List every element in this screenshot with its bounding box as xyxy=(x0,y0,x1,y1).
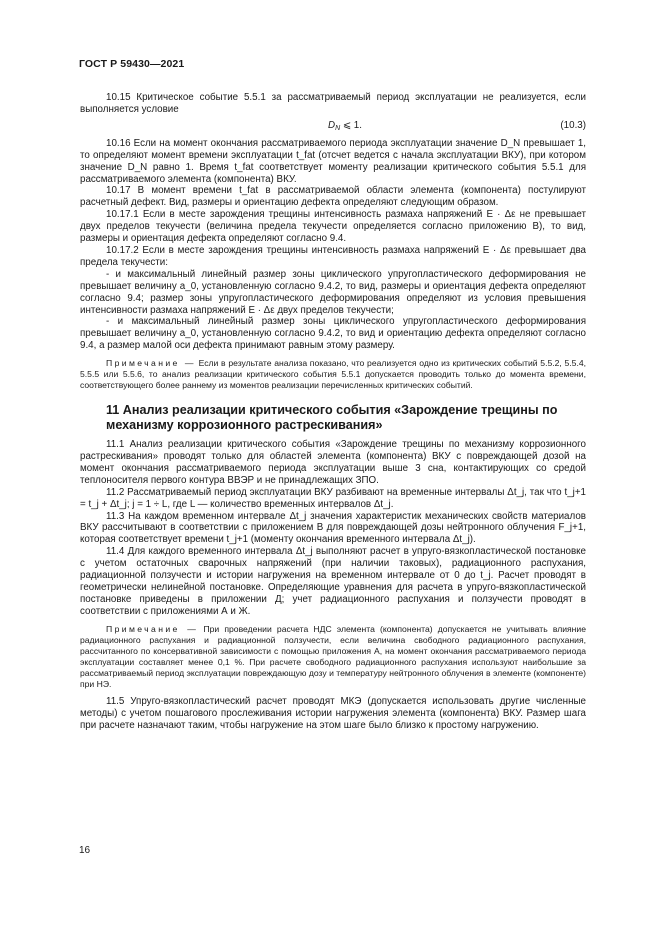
paragraph-11-5: 11.5 Упруго-вязкопластический расчет проводят МКЭ (допускается использовать другие численные методы) с учетом пошагового прослеживания истории нагружения элемента (компонента) ВКУ. Размер шага при расчете назначают таким, чтобы нагружение на этом шаге было близко к простому нагружению. xyxy=(80,695,586,731)
paragraph-10-15: 10.15 Критическое событие 5.5.1 за рассматриваемый период эксплуатации не реализуется, если выполняется условие xyxy=(80,92,586,115)
paragraph-11-3: 11.3 На каждом временном интервале Δt_j значения характеристик механических свойств материалов ВКУ рассчитывают в соответствии с приложением В для повреждающей дозы нейтронного облучения F_j+1, которая соответствует времени t_j+1 (моменту окончания временного интервала Δt_j). xyxy=(80,510,586,546)
paragraph-11-4: 11.4 Для каждого временного интервала Δt_j выполняют расчет в упруго-вязкопластической постановке с учетом остаточных сварочных напряжений (при наличии таковых), радиационного распухания, радиационной ползучести и истории нагружения на временном интервале от 0 до t_j. Расчет проводят в геометрически нелинейной постановке. Определяющие уравнения для расчета в упруго-вязкопластической постановке приведены в приложении Д; учет радиационного распухания и ползучести проводят в соответствии с приложениями А и Ж. xyxy=(80,546,586,617)
formula-number: (10.3) xyxy=(560,119,586,131)
paragraph-10-17-1: 10.17.1 Если в месте зарождения трещины интенсивность размаха напряжений E · Δε не превышает двух пределов текучести (величина предела текучести определяется согласно приложению В), то вид, размеры и ориентация дефекта определяют согласно 9.4. xyxy=(80,209,586,245)
list-item: - и максимальный линейный размер зоны циклического упругопластического деформирования не превышает величину a_0, установленную согласно 9.4.2, то вид, размеры и ориентация дефекта определяют согласно 9.4; размер зоны упругопластического деформирования определяют из условия превышения интенсивности размаха напряжений E · Δε двух пределов текучести; xyxy=(80,268,586,316)
page-number: 16 xyxy=(79,845,91,856)
page-body xyxy=(80,92,586,731)
formula-10-3 xyxy=(80,120,586,134)
paragraph-11-1: 11.1 Анализ реализации критического события «Зарождение трещины по механизму коррозионного растрескивания» проводят только для областей элемента (компонента) ВКУ с повреждающей дозой на момент окончания рассматриваемого периода эксплуатации выше 3 сна, контактирующих со средой теплоносителя первого контура ВВЭР и не принадлежащих ЗПО. xyxy=(80,439,586,486)
section-11-heading: 11 Анализ реализации критического события «Зарождение трещины по механизму коррозионного растрескивания» xyxy=(106,403,558,433)
formula-expression: $D_N$ ⩽ 1. xyxy=(328,119,362,132)
note-paragraph: Примечание — При проведении расчета НДС элемента (компонента) допускается не учитывать влияние радиационного распухания и радиационной ползучести, если величина свободного радиационного распухания, рассчитанного по консервативной зависимости с помощью приложения А, на момент окончания рассматриваемого периода эксплуатации составляет менее 0,1 %. При расчете свободного радиационного распухания используют наибольшие за рассматриваемый период эксплуатации повреждающую дозу и температуру нейтронного облучения в элементе (компоненте) при НЭ. xyxy=(80,623,586,689)
paragraph-10-17-2: 10.17.2 Если в месте зарождения трещины интенсивность размаха напряжений E · Δε превышает два предела текучести: xyxy=(80,244,586,268)
note-paragraph: Примечание — Если в результате анализа показано, что реализуется одно из критических событий 5.5.2, 5.5.4, 5.5.5 или 5.5.6, то анализ реализации критического события 5.5.1 допускается проводить только до момента времени, соответствующего более раннему из моментов реализации перечисленных критических событий. xyxy=(80,358,587,391)
paragraph-10-17: 10.17 В момент времени t_fat в рассматриваемой области элемента (компонента) постулируют расчетный дефект. Вид, размеры и ориентацию дефекта определяют следующим образом. xyxy=(80,185,586,209)
paragraph-11-2: 11.2 Рассматриваемый период эксплуатации ВКУ разбивают на временные интервалы Δt_j, так что t_j+1 = t_j + Δt_j; j = 1 ÷ L, где L — количество временных интервалов Δt_j. xyxy=(80,486,586,510)
paragraph-10-16: 10.16 Если на момент окончания рассматриваемого периода эксплуатации значение D_N превышает 1, то определяют момент времени эксплуатации t_fat (отсчет ведется с начала эксплуатации ВКУ), при котором значение D_N равно 1. Время t_fat соответствует моменту реализации критического события 5.5.1 для рассматриваемого элемента (компонента) ВКУ. xyxy=(80,137,586,185)
standard-header: ГОСТ Р 59430—2021 xyxy=(79,58,185,70)
list-item: - и максимальный линейный размер зоны циклического упругопластического деформирования превышает величину a_0, установленную согласно 9.4.2, то вид и ориентацию дефекта определяют согласно 9.4, а размер малой оси дефекта принимают равным этому размеру. xyxy=(80,316,586,352)
